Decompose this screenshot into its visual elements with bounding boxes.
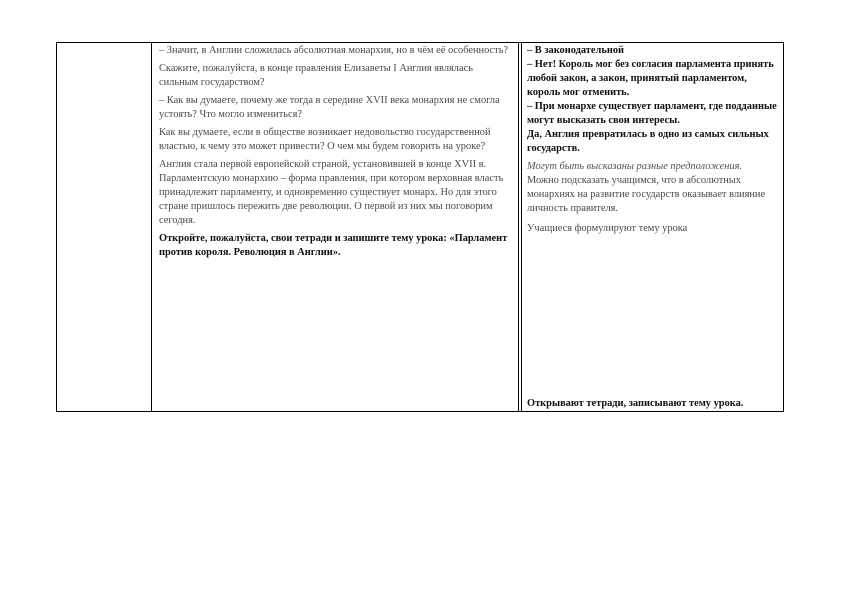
teacher-note: Могут быть высказаны разные предположения. xyxy=(527,161,743,172)
student-topic-note: Учащиеся формулируют тему урока xyxy=(527,223,688,234)
teacher-task: Откройте, пожалуйста, свои тетради и запишите тему урока: «Парламент против короля. Революция в Англии». xyxy=(159,233,508,258)
student-answer: – Нет! Король мог без согласия парламента принять любой закон, а закон, принятый парламентом, король мог отменить. xyxy=(527,59,774,98)
column-divider xyxy=(151,43,152,411)
teacher-activity-cell xyxy=(153,43,517,411)
teacher-question: – Значит, в Англии сложилась абсолютная монархия, но в чём её особенность? xyxy=(159,45,509,56)
teacher-explanation: Англия стала первой европейской страной, установившей в конце XVII в. Парламентскую монархию – форма правления, при котором верховная власть принадлежит парламенту, и одновременно существует монарх. Но для этого стране пришлось пережить две революции. О первой из них мы поговорим сегодня. xyxy=(159,159,504,226)
teacher-question: Скажите, пожалуйста, в конце правления Елизаветы I Англия являлась сильным государством? xyxy=(159,63,473,88)
student-answer: – В законодательной xyxy=(527,45,625,56)
student-answer: Да, Англия превратилась в одно из самых сильных государств. xyxy=(527,129,769,154)
student-answer: – При монархе существует парламент, где подданные могут высказать свои интересы. xyxy=(527,101,777,126)
column-divider xyxy=(518,43,519,411)
student-activity-cell xyxy=(523,43,785,411)
teacher-hint: Можно подсказать учащимся, что в абсолютных монархиях на развитие государств оказывает влияние личность правителя. xyxy=(527,175,766,214)
student-final-action: Открывают тетради, записывают тему урока. xyxy=(527,398,744,409)
column-divider xyxy=(521,43,522,411)
teacher-question: – Как вы думаете, почему же тогда в середине XVII века монархия не смогла устоять? Что могло измениться? xyxy=(159,95,500,120)
teacher-question: Как вы думаете, если в обществе возникает недовольство государственной властью, к чему это может привести? О чем мы будем говорить на уроке? xyxy=(159,127,491,152)
lesson-table xyxy=(56,42,784,412)
